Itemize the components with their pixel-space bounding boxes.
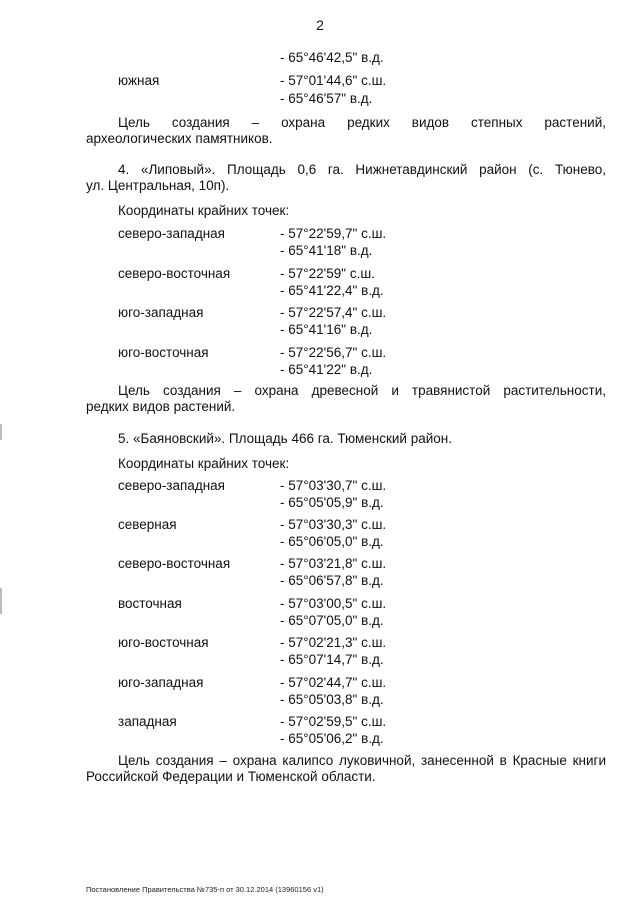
point-label: юго-западная bbox=[118, 675, 204, 690]
document-footer: Постановление Правительства №735-п от 30.12.2014 (13960156 v1) bbox=[86, 885, 324, 894]
point-label: северо-восточная bbox=[118, 556, 231, 571]
coord-line: - 57°03'00,5" с.ш. bbox=[280, 596, 387, 611]
point-label: северо-западная bbox=[118, 226, 225, 241]
coord-line: - 65°06'57,8" в.д. bbox=[280, 573, 384, 588]
point-label: восточная bbox=[118, 596, 182, 611]
coord-line: - 57°03'30,3" с.ш. bbox=[280, 517, 387, 532]
point-label: юго-западная bbox=[118, 305, 204, 320]
coord-line: - 57°02'21,3" с.ш. bbox=[280, 635, 387, 650]
point-label: юго-восточная bbox=[118, 635, 209, 650]
coord-line: - 57°02'44,7" с.ш. bbox=[280, 675, 387, 690]
point-label: северная bbox=[118, 517, 177, 532]
goal-paragraph bbox=[86, 753, 606, 785]
goal-paragraph bbox=[86, 383, 606, 415]
goal-line: Цель создания – охрана редких видов степных растений, bbox=[118, 115, 606, 130]
coord-line: - 57°02'59,5" с.ш. bbox=[280, 714, 387, 729]
point-label: юго-восточная bbox=[118, 345, 209, 360]
coords-heading: Координаты крайних точек: bbox=[118, 456, 290, 471]
coords-heading: Координаты крайних точек: bbox=[118, 203, 290, 218]
coord-line: - 65°46'57" в.д. bbox=[280, 91, 373, 106]
point-label: северо-западная bbox=[118, 478, 225, 493]
coord-line: - 65°41'22,4" в.д. bbox=[280, 283, 384, 298]
page-number: 2 bbox=[316, 17, 324, 33]
item-title-line: 4. «Липовый». Площадь 0,6 га. Нижнетавдинский район (с. Тюнево, bbox=[118, 162, 606, 177]
point-label: западная bbox=[118, 714, 177, 729]
goal-line: редких видов растений. bbox=[86, 399, 236, 414]
coord-line: - 65°07'05,0" в.д. bbox=[280, 613, 384, 628]
goal-line: Российской Федерации и Тюменской области. bbox=[86, 769, 376, 784]
coord-line: - 65°05'05,9" в.д. bbox=[280, 495, 384, 510]
scan-edge-mark bbox=[0, 424, 2, 440]
goal-line: Цель создания – охрана древесной и травянистой растительности, bbox=[118, 383, 606, 398]
coord-line: - 65°46'42,5" в.д. bbox=[280, 50, 384, 65]
item-title-line: ул. Центральная, 10п). bbox=[86, 178, 230, 193]
coord-line: - 65°41'22" в.д. bbox=[280, 362, 373, 377]
coord-line: - 57°22'56,7" с.ш. bbox=[280, 345, 387, 360]
point-label: северо-восточная bbox=[118, 266, 231, 281]
goal-line: Цель создания – охрана калипсо луковичной, занесенной в Красные книги bbox=[118, 753, 606, 768]
coord-line: - 57°22'57,4" с.ш. bbox=[280, 305, 387, 320]
coord-line: - 65°05'03,8" в.д. bbox=[280, 692, 384, 707]
scan-edge-mark bbox=[0, 588, 2, 614]
coord-line: - 57°01'44,6" с.ш. bbox=[280, 73, 387, 88]
item-4-title bbox=[86, 162, 606, 194]
point-label: южная bbox=[118, 73, 160, 88]
item-5-title: 5. «Баяновский». Площадь 466 га. Тюменский район. bbox=[118, 431, 452, 446]
coord-line: - 57°03'21,8" с.ш. bbox=[280, 556, 387, 571]
goal-line: археологических памятников. bbox=[86, 131, 273, 146]
coord-line: - 57°22'59" с.ш. bbox=[280, 266, 375, 281]
coord-line: - 65°41'18" в.д. bbox=[280, 243, 373, 258]
coord-line: - 65°41'16" в.д. bbox=[280, 322, 373, 337]
goal-paragraph bbox=[86, 115, 606, 147]
coord-line: - 57°03'30,7" с.ш. bbox=[280, 478, 387, 493]
coord-line: - 65°06'05,0" в.д. bbox=[280, 534, 384, 549]
coord-line: - 57°22'59,7" с.ш. bbox=[280, 226, 387, 241]
coord-line: - 65°05'06,2" в.д. bbox=[280, 731, 384, 746]
coord-line: - 65°07'14,7" в.д. bbox=[280, 652, 384, 667]
